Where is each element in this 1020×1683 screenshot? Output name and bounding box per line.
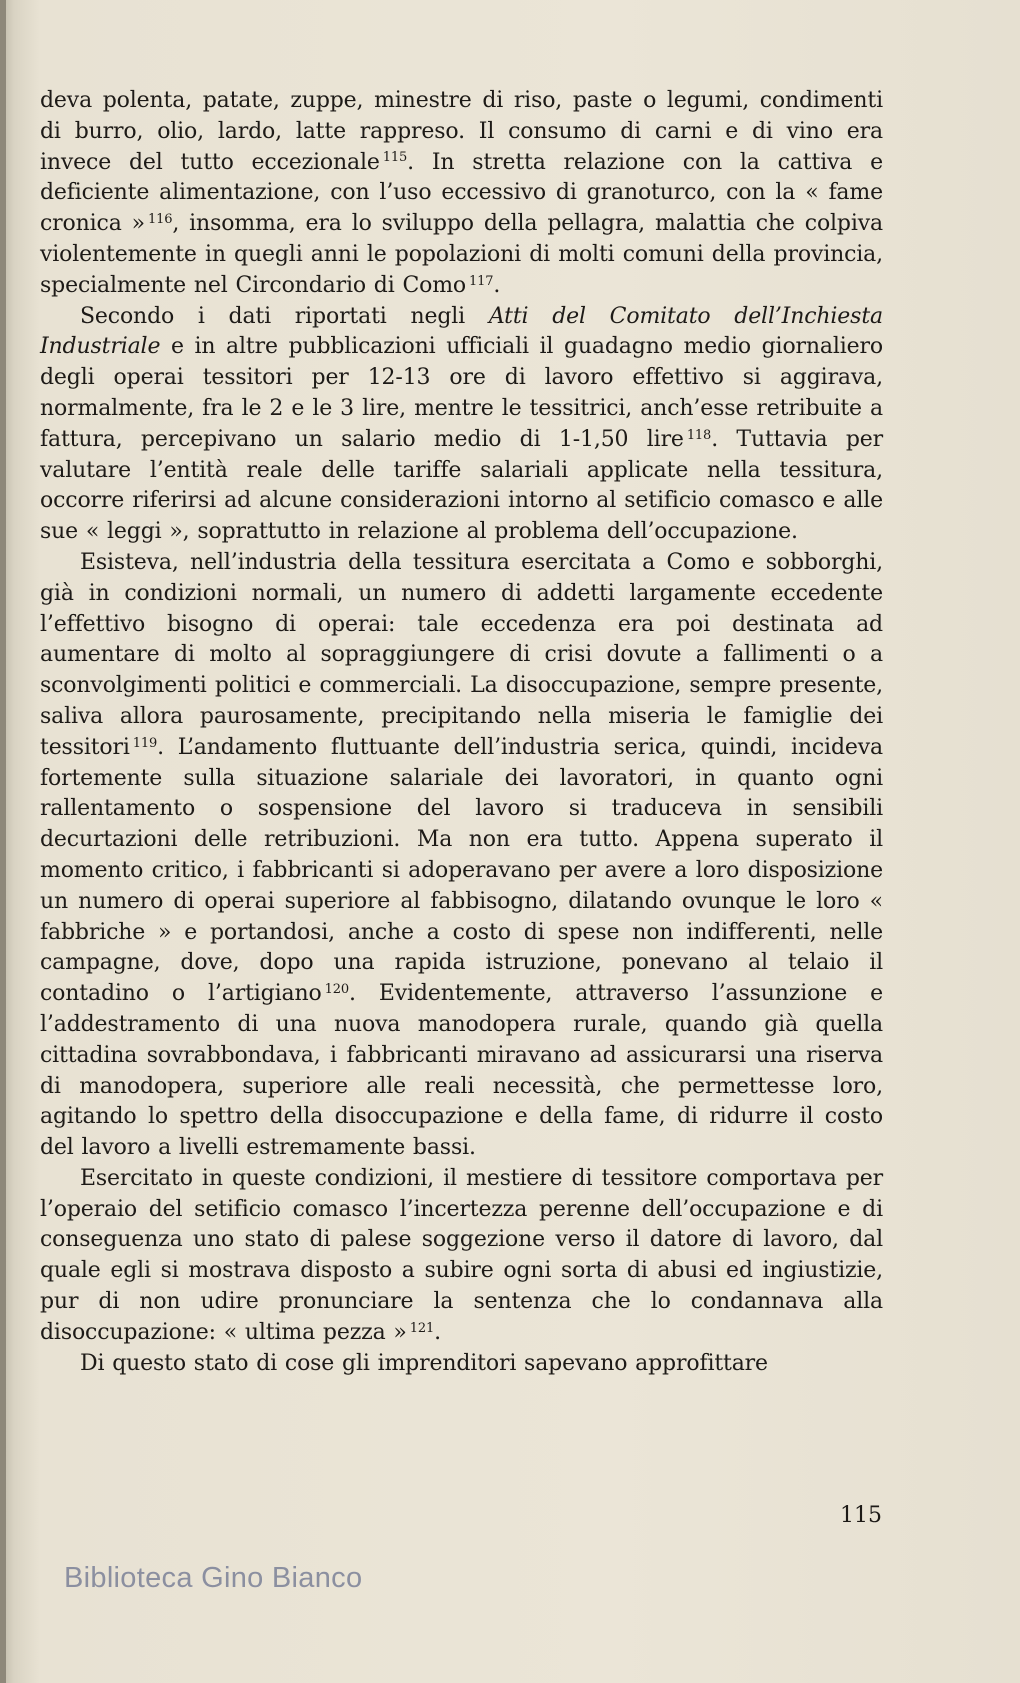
library-watermark: Biblioteca Gino Bianco [64,1562,363,1594]
footnote-ref-121: 121 [409,1320,435,1336]
paragraph-5 [40,1349,883,1380]
text-segment: Esisteva, nell’industria della tessitura esercitata a Como e sobborghi, già in condizioni normali, un numero di addetti largamente eccedente l’effettivo bisogno di operai: tale eccedenza era poi destinata ad aumentare di molto al sopraggiungere di crisi dovute a fallimenti o a sconvolgimenti politici e commerciali. La disoccupazione, sempre presente, saliva allora paurosamente, precipitando nella miseria le famiglie dei tessitori [40,549,883,760]
text-segment: e in altre pubblicazioni ufficiali il guadagno medio giornaliero degli operai tessitori per 12-13 ore di lavoro effettivo si aggirava, normalmente, fra le 2 e le 3 lire, mentre le tessitrici, anch’esse retribuite a fattura, percepivano un salario medio di 1-1,50 lire [40,334,883,452]
text-segment: Secondo i dati riportati negli [80,303,489,329]
text-segment: deva polenta, patate, zuppe, minestre di riso, paste o legumi, condimenti di burro, olio, lardo, latte rappreso. Il consumo di carni e di vino era invece del tutto eccezionale [40,88,883,175]
page-binding-edge [0,0,6,1683]
text-segment: . In stretta relazione con la cattiva e deficiente alimentazione, con l’uso eccessivo di granoturco, con la « fame cronica » [40,149,883,237]
text-segment: . L’andamento fluttuante dell’industria serica, quindi, incideva fortemente sulla situazione salariale dei lavoratori, in quanto ogni rallentamento o sospensione del lavoro si traduceva in sensibili decurtazioni delle retribuzioni. Ma non era tutto. Appena superato il momento critico, i fabbricanti si adoperavano per avere a loro disposizione un numero di operai superiore al fabbisogno, dilatando ovunque le loro « fabbriche » e portandosi, anche a costo di spese non indifferenti, nelle campagne, dove, dopo una rapida istruzione, ponevano al telaio il contadino o l’artigiano [40,734,883,1007]
paragraph-3 [40,548,883,1164]
footnote-ref-118: 118 [686,427,712,443]
text-segment: . Evidentemente, attraverso l’assunzione e l’addestramento di una nuova manodopera rurale, quando già quella cittadina sovrabbondava, i fabbricanti miravano ad assicurarsi una riserva di manodopera, superiore alle reali necessità, che permettesse loro, agitando lo spettro della disoccupazione e della fame, di ridurre il costo del lavoro a livelli estremamente bassi. [40,981,883,1161]
page-number: 115 [840,1503,882,1528]
paragraph-1 [40,86,883,302]
text-segment: Esercitato in queste condizioni, il mestiere di tessitore comportava per l’operaio del setificio comasco l’incertezza perenne dell’occupazione e di conseguenza uno stato di palese soggezione verso il datore di lavoro, dal quale egli si mostrava disposto a subire ogni sorta di abusi ed ingiustizie, pur di non udire pronunciare la sentenza che lo condannava alla disoccupazione: « ultima pezza » [40,1165,883,1345]
text-segment: . [434,1319,441,1345]
footnote-ref-116: 116 [147,212,173,228]
footnote-ref-115: 115 [382,150,408,166]
italic-title: Atti del Comitato dell’Inchiesta Industriale [40,303,883,360]
text-segment: , insomma, era lo sviluppo della pellagra, malattia che colpiva violentemente in quegli anni le popolazioni di molti comuni della provincia, specialmente nel Circondario di Como [40,211,883,298]
footnote-ref-119: 119 [132,735,158,751]
text-segment: Di questo stato di cose gli imprenditori sapevano approfittare [80,1350,768,1376]
paragraph-4 [40,1164,883,1349]
footnote-ref-120: 120 [324,981,349,997]
footnote-ref-117: 117 [469,273,494,289]
paragraph-2 [40,302,883,548]
body-text [40,86,883,1379]
text-segment: . Tuttavia per valutare l’entità reale delle tariffe salariali applicate nella tessitura, occorre riferirsi ad alcune considerazioni intorno al setificio comasco e alle sue « leggi », soprattutto in relazione al problema dell’occupazione. [40,426,883,545]
text-segment: . [493,272,501,298]
